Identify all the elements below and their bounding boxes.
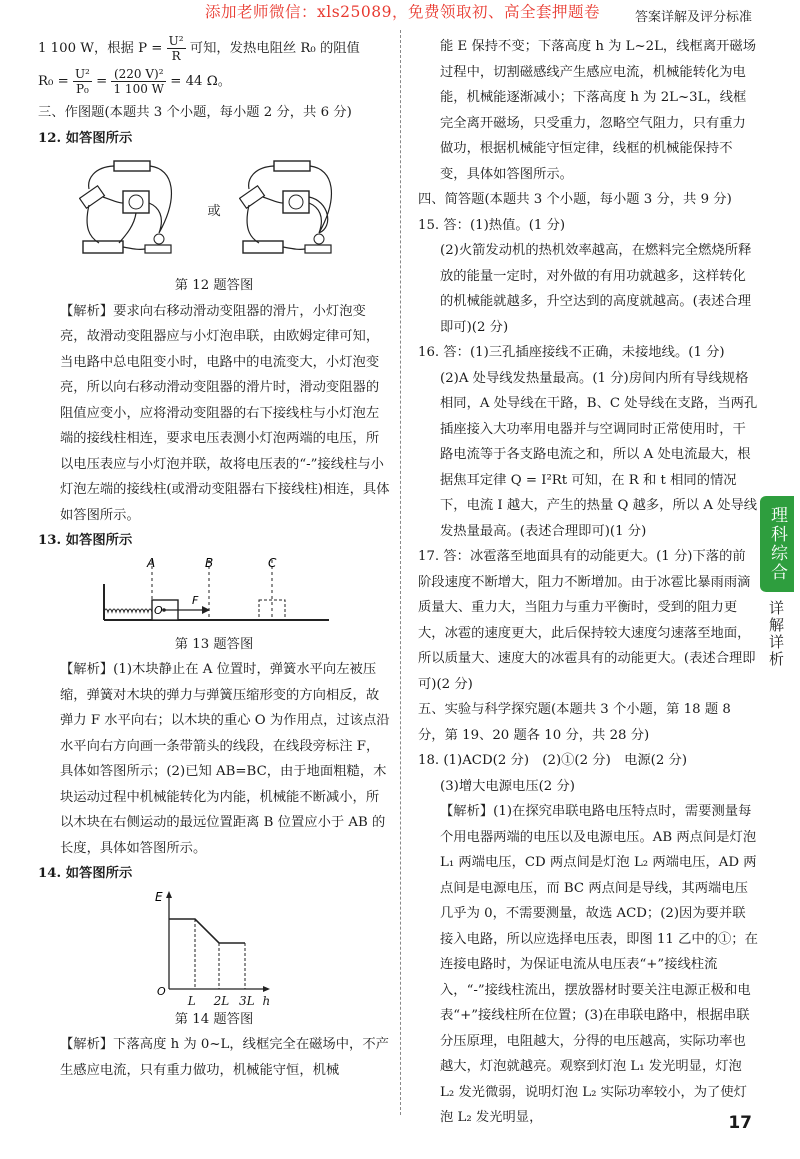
left-column: [38, 34, 390, 1083]
right-column: [418, 34, 758, 1131]
page-number: 17: [728, 1113, 752, 1133]
tick-3L: 3L: [239, 993, 255, 1008]
section-4-heading: 四、简答题(本题共 3 个小题，每小题 3 分，共 9 分): [418, 192, 732, 207]
spring-block-diagram: [94, 556, 334, 630]
label-B: B: [205, 555, 214, 570]
q18-answer-1: 18. (1)ACD(2 分) (2)①(2 分) 电源(2 分): [418, 753, 688, 768]
circuit-diagram-b: [239, 157, 349, 267]
formula-line-1: [38, 34, 390, 63]
fig14-caption: 第 14 题答图: [174, 1011, 254, 1027]
fig14-ticks: [38, 995, 390, 1007]
formula-line-2: [38, 67, 390, 96]
header-title: 答案详解及评分标准: [634, 10, 752, 25]
text: =: [96, 74, 112, 89]
q18-answer-2: (3)增大电源电压(2 分): [440, 778, 575, 794]
text: R₀ =: [38, 74, 73, 89]
text: 1 100 W，根据 P =: [38, 41, 167, 56]
q15-answer-2: (2)火箭发动机的热机效率越高，在燃料完全燃烧所释放的能量一定时，对外做的有用功就越多，这样转化的机械能就越多，升空达到的高度就越高。(表述合理即可)(2 分): [440, 243, 752, 335]
tick-2L: 2L: [213, 993, 230, 1008]
fig12-caption: 第 12 题答图: [174, 278, 254, 293]
fraction: [167, 34, 186, 63]
q12-label: 12. 如答图所示: [38, 130, 133, 146]
label-C: C: [268, 555, 277, 570]
numerator: U²: [168, 34, 184, 48]
circuit-diagram-a: [79, 157, 189, 267]
label-O: O: [154, 603, 163, 617]
section-tab: 详解详析: [767, 600, 785, 668]
denominator: 1 100 W: [113, 82, 164, 96]
q18-analysis: 【解析】(1)在探究串联电路电压特点时，需要测量每个用电器两端的电压以及电源电压。AB 两点间是灯泡 L₁ 两端电压，CD 两点间是灯泡 L₂ 两端电压，AD 两点间是电源电压，而 BC 两点间是导线，其两端电压几乎为 0，不需要测量，故选 ACD；(2)因为要并联接入电路，所以应选择电压表，即图 11 乙中的①；在连接电路时，为保证电流从电压表“+”接线柱流入，“-”接线柱流出，摆放器材时要关注电源正极和电表“+”接线柱所在位置；(3)在串联电路中，根据串联分压原理，电阻越大，分得的电压越高，实际功率也越大，灯泡就越亮。观察到灯泡 L₁ 发光明显，灯泡 L₂ 发光微弱，说明灯泡 L₂ 实际功率较小，为了使灯泡 L₂ 发光明显，: [440, 804, 758, 1125]
q16-answer-2: (2)A 处导线发热量最高。(1 分)房间内所有导线规格相同，A 处导线在干路，B、C 处导线在支路，当两孔插座接入大功率用电器并与空调同时正常使用时，干路电流等于各支路电流之和，所以 A 处电流最大，根据焦耳定律 Q = I²Rt 可知，在 R 和 t 相同的情况下，电流 I 越大，产生的热量 Q 越多，所以 A 处导线发热量最高。(表述合理即可)(1 分): [440, 370, 758, 539]
column-divider: [400, 30, 401, 1115]
text: 可知，发热电阻丝 R₀ 的阻值: [189, 41, 360, 56]
section-3-heading: 三、作图题(本题共 3 个小题，每小题 2 分，共 6 分): [38, 105, 352, 120]
q14-label: 14. 如答图所示: [38, 866, 133, 881]
q13-analysis: 【解析】(1)木块静止在 A 位置时，弹簧水平向左被压缩，弹簧对木块的弹力与弹簧压缩形变的方向相反，故弹力 F 水平向右；以木块的重心 O 为作用点，过该点沿水平向右方向画一条带箭头的线段，在线段旁标注 F，具体如答图所示；(2)已知 AB=BC，由于地面粗糙，木块运动过程中机械能转化为内能，机械能不断减小，所以木块在右侧运动的最远位置距离 B 位置应小于 AB 的长度，具体如答图所示。: [60, 662, 390, 856]
label-F: F: [192, 593, 199, 607]
q14-analysis-cont: 能 E 保持不变；下落高度 h 为 L~2L，线框离开磁场过程中，切割磁感线产生感应电流，机械能转化为电能，机械能逐渐减小；下落高度 h 为 2L~3L，线框完全离开磁场，只受重力，忽略空气阻力，只有重力做功，根据机械能守恒定律，线框的机械能保持不变，具体如答图所示。: [440, 39, 757, 182]
energy-height-graph: [149, 889, 279, 997]
axis-E: E: [155, 889, 163, 904]
origin-O: O: [157, 984, 166, 997]
q17-answer: 17. 答：冰雹落至地面具有的动能更大。(1 分)下落的前阶段速度不断增大，阻力不断增加。由于冰雹比暴雨雨滴质量大、重力大，当阻力与重力平衡时，受到的阻力更大，冰雹的速度更大，此后保持较大速度匀速落至地面，所以质量大、速度大的冰雹具有的动能更大。(表述合理即可)(2 分): [418, 549, 756, 692]
label-A: A: [147, 555, 156, 570]
numerator: (220 V)²: [111, 67, 166, 82]
denominator: P₀: [75, 82, 89, 96]
fig13-caption: 第 13 题答图: [174, 636, 254, 652]
numerator: U²: [74, 67, 90, 81]
q13-label: 13. 如答图所示: [38, 533, 133, 548]
fig12: [38, 153, 390, 271]
q12-analysis: 【解析】要求向右移动滑动变阻器的滑片，小灯泡变亮，故滑动变阻器应与小灯泡串联，由欧姆定律可知，当电路中总电阻变小时，电路中的电流变大，小灯泡变亮，所以向右移动滑动变阻器的滑片时，滑动变阻器的阻值应变小，应将滑动变阻器的右下接线柱与小灯泡左端的接线柱相连，要求电压表测小灯泡两端的电压，所以电压表应与小灯泡并联，故将电压表的“-”接线柱与小灯泡左端的接线柱(或滑动变阻器右下接线柱)相连，具体如答图所示。: [60, 303, 390, 523]
axis-h: h: [262, 993, 271, 1008]
q14-analysis: 【解析】下落高度 h 为 0~L，线框完全在磁场中，不产生感应电流，只有重力做功，机械能守恒，机械: [60, 1037, 389, 1078]
tick-L: L: [187, 993, 196, 1008]
fraction: [73, 67, 92, 96]
or-label: 或: [207, 204, 221, 220]
q15-answer-1: 15. 答：(1)热值。(1 分): [418, 217, 566, 233]
subject-tab: 理科综合: [760, 496, 794, 592]
promo-banner: 添加老师微信：xls25089，免费领取初、高全套押题卷: [205, 3, 600, 21]
fraction: [111, 67, 166, 96]
q16-answer-1: 16. 答：(1)三孔插座接线不正确，未接地线。(1 分): [418, 345, 725, 360]
section-5-heading: 五、实验与科学探究题(本题共 3 个小题，第 18 题 8 分，第 19、20 题各 10 分，共 28 分): [418, 702, 731, 743]
text: = 44 Ω。: [170, 74, 232, 89]
denominator: R: [171, 49, 181, 63]
fig13: [38, 556, 390, 630]
fig14: [38, 889, 390, 997]
